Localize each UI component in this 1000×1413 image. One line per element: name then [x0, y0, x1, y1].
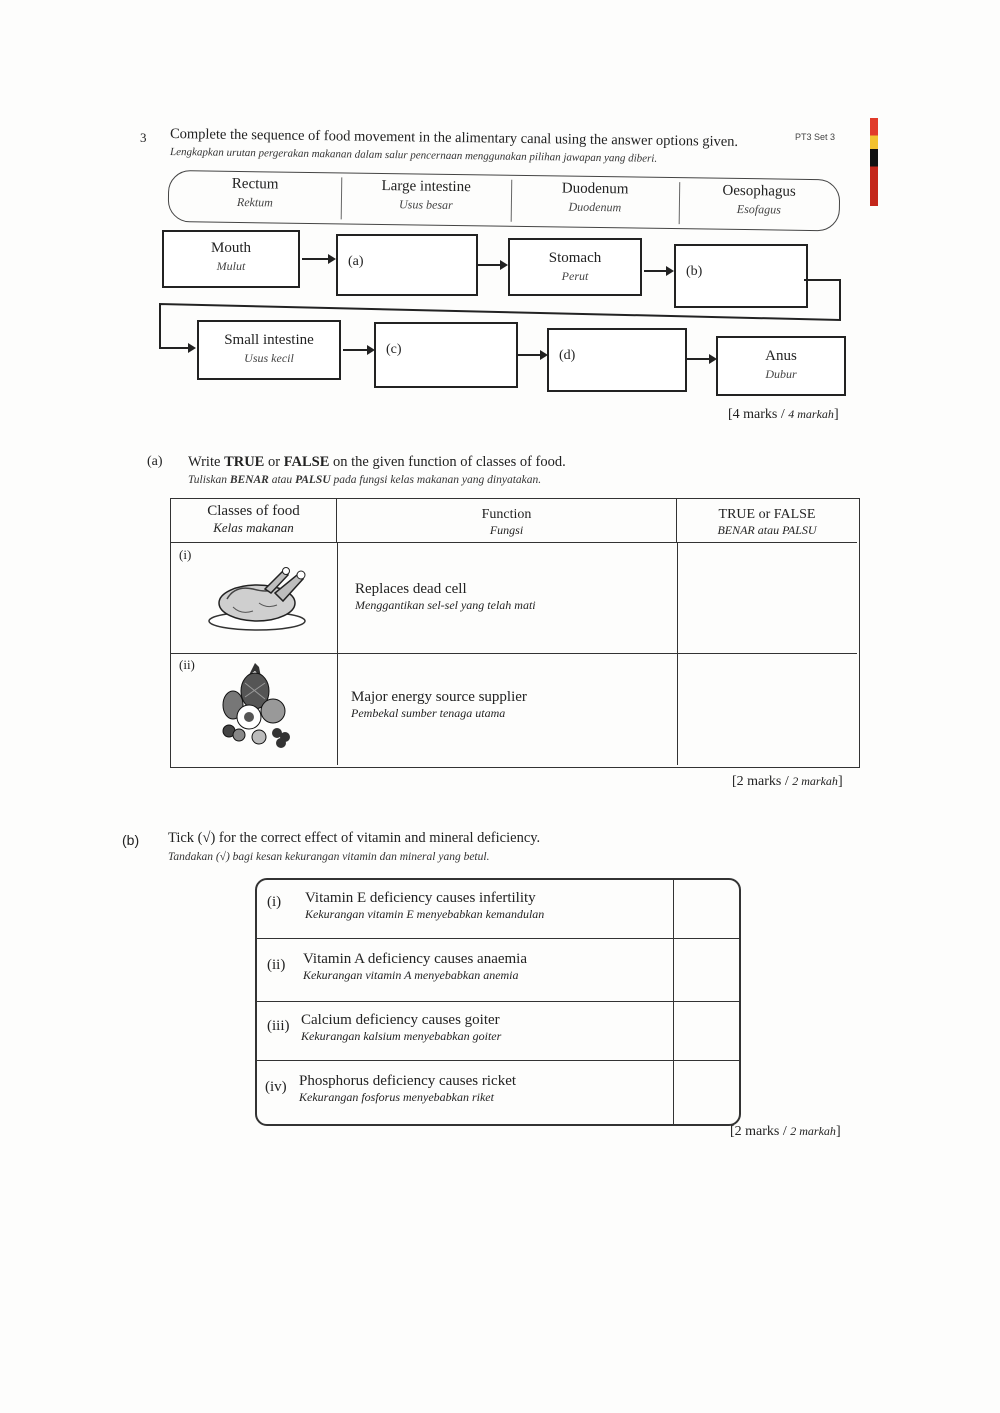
- item-text-ms: Kekurangan kalsium menyebabkan goiter: [301, 1029, 502, 1043]
- fruit-basket-illustration: [215, 661, 295, 751]
- question-number: 3: [140, 130, 147, 145]
- tick-box-4[interactable]: [675, 1061, 739, 1124]
- tick-box-1[interactable]: [675, 880, 739, 938]
- flow-small-intestine: Small intestine Usus kecil: [197, 320, 341, 380]
- item-text: Phosphorus deficiency causes ricket: [299, 1073, 517, 1089]
- item-number: (i): [267, 894, 282, 910]
- function-text: Major energy source supplier: [351, 689, 527, 705]
- q3-marks: [4 marks / 4 markah]: [728, 407, 839, 422]
- deficiency-item-2: [257, 939, 739, 1002]
- flow-stomach: Stomach Perut: [508, 238, 642, 296]
- flow-anus: Anus Dubur: [716, 336, 846, 396]
- row-number: (ii): [179, 657, 195, 672]
- option-duodenum: Duodenum Duodenum: [511, 180, 681, 224]
- q3-instruction-ms: Lengkapkan urutan pergerakan makanan dalam salur pencernaan menggunakan pilihan jawapan yang diberi.: [169, 146, 658, 165]
- paper-code: PT3 Set 3: [795, 132, 836, 142]
- answer-box-d[interactable]: (d): [547, 328, 687, 392]
- tick-box-2[interactable]: [675, 939, 739, 1001]
- qa-instruction-en: Write TRUE or FALSE on the given function of classes of food.: [188, 454, 566, 470]
- food-class-table: [170, 498, 860, 768]
- function-text-ms: Pembekal sumber tenaga utama: [351, 706, 506, 720]
- deficiency-item-3: [257, 1002, 739, 1061]
- qa-label: (a): [147, 454, 163, 469]
- q3-instruction-en: Complete the sequence of food movement in the alimentary canal using the answer options given.: [169, 126, 739, 150]
- row-i-image-cell: [171, 543, 338, 654]
- item-text-ms: Kekurangan vitamin E menyebabkan kemandulan: [305, 907, 545, 921]
- option-oesophagus: Oesophagus Esofagus: [722, 182, 796, 217]
- option-large-intestine: Large intestine Usus besar: [341, 177, 513, 221]
- row-ii-answer-cell[interactable]: [677, 653, 857, 765]
- arrow-1: [300, 252, 338, 266]
- deficiency-item-1: [257, 880, 739, 939]
- roast-chicken-illustration: [205, 563, 315, 633]
- qa-marks: [2 marks / 2 markah]: [732, 774, 843, 789]
- qb-label: (b): [122, 832, 140, 848]
- arrow-5: [514, 348, 550, 362]
- function-text-ms: Menggantikan sel-sel yang telah mati: [355, 598, 536, 612]
- margin-mark: [870, 118, 878, 206]
- row-i-answer-cell[interactable]: [677, 543, 857, 654]
- answer-box-c[interactable]: (c): [374, 322, 518, 388]
- function-text: Replaces dead cell: [355, 581, 467, 597]
- row-ii-function-cell: [337, 653, 678, 765]
- deficiency-tick-table: [255, 878, 741, 1126]
- item-text: Vitamin A deficiency causes anaemia: [303, 951, 528, 967]
- header-function: Function Fungsi: [337, 499, 677, 543]
- tick-box-3[interactable]: [675, 1002, 739, 1060]
- answer-box-b[interactable]: (b): [674, 244, 808, 308]
- arrow-4: [341, 343, 377, 357]
- item-number: (iii): [267, 1018, 290, 1034]
- answer-box-a[interactable]: (a): [336, 234, 478, 296]
- row-number: (i): [179, 547, 192, 562]
- row-i-function-cell: [337, 543, 678, 654]
- deficiency-item-4: [257, 1061, 739, 1124]
- row-ii-image-cell: [171, 653, 338, 765]
- option-rectum: Rectum Rektum: [169, 175, 343, 219]
- item-text-ms: Kekurangan fosforus menyebabkan riket: [299, 1090, 494, 1104]
- header-true-false: TRUE or FALSE BENAR atau PALSU: [677, 499, 857, 543]
- flow-mouth: Mouth Mulut: [162, 230, 300, 288]
- item-number: (ii): [267, 957, 286, 973]
- item-text-ms: Kekurangan vitamin A menyebabkan anemia: [303, 968, 519, 982]
- qb-instruction-en: Tick (√) for the correct effect of vitamin and mineral deficiency.: [168, 830, 541, 846]
- qb-instruction-ms: Tandakan (√) bagi kesan kekurangan vitamin dan mineral yang betul.: [168, 851, 490, 863]
- arrow-6: [683, 352, 719, 366]
- item-text: Calcium deficiency causes goiter: [301, 1012, 500, 1028]
- answer-options-bar: [168, 170, 841, 231]
- item-number: (iv): [265, 1079, 287, 1095]
- header-classes: Classes of food Kelas makanan: [171, 499, 337, 543]
- item-text: Vitamin E deficiency causes infertility: [305, 890, 536, 906]
- qa-instruction-ms: Tuliskan BENAR atau PALSU pada fungsi kelas makanan yang dinyatakan.: [188, 474, 542, 486]
- qb-marks: [2 marks / 2 markah]: [730, 1124, 841, 1139]
